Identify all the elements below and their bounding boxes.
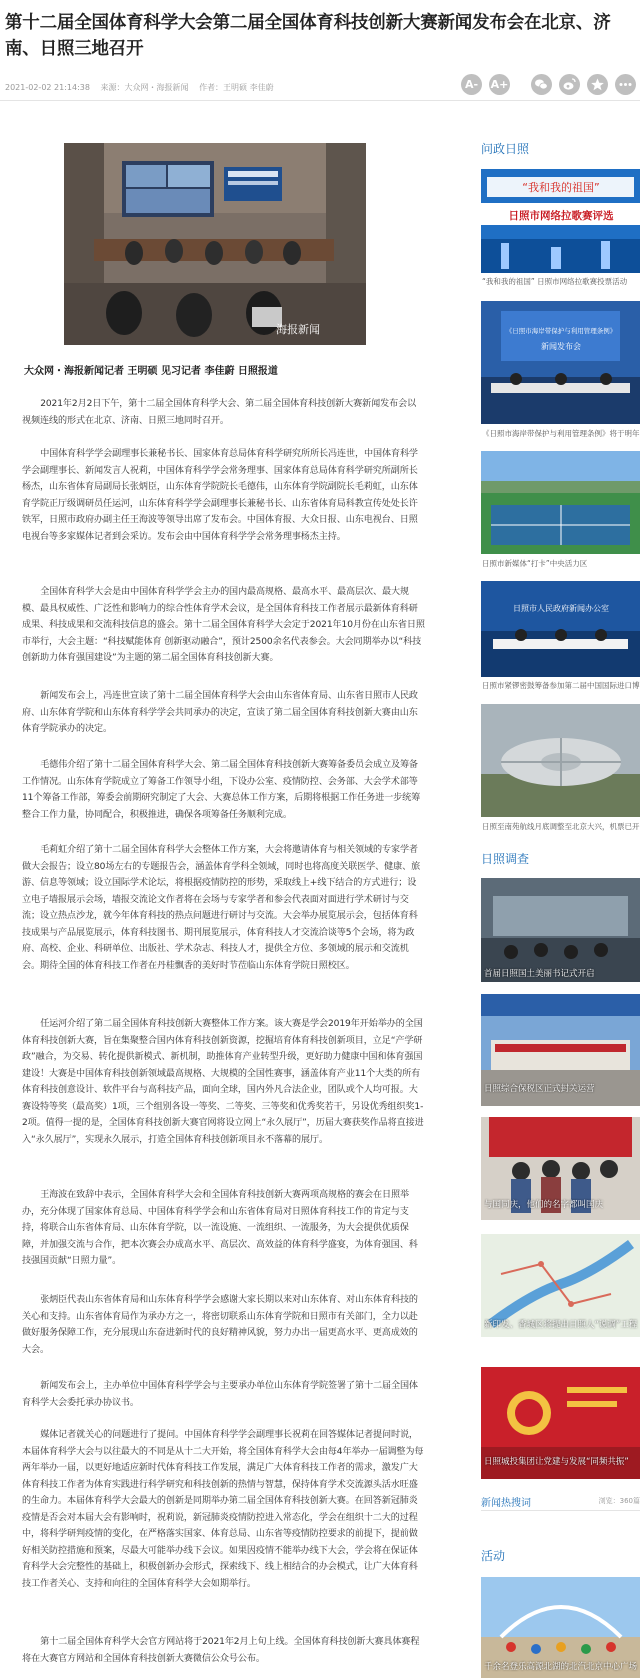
- font-larger-button[interactable]: A+: [489, 74, 510, 95]
- hot-search-title[interactable]: 新闻热搜词: [481, 1498, 531, 1509]
- hot-search-divider: [481, 1510, 640, 1511]
- sidebar-caption[interactable]: 日照综合保税区正式封关运营: [484, 1084, 595, 1094]
- sidebar-caption[interactable]: “我和我的祖国” 日照市网络拉歌赛投票活动: [482, 277, 628, 286]
- sidebar-caption[interactable]: 千余名登乐高源北湖的北汽北京中心广场: [484, 1662, 638, 1672]
- article-paragraph: 2021年2月2日下午，第十二届全国体育科学大会、第二届全国体育科技创新大赛新闻发布会以视频连线的形式在北京、济南、日照三地同时召开。: [22, 399, 417, 426]
- favorite-button[interactable]: [587, 74, 608, 95]
- header-divider: [0, 100, 640, 101]
- article-paragraph: 新闻发布会上，主办单位中国体育科学学会与主要承办单位山东体育学院签署了第十二届全国体育科学大会委托承办协议书。: [22, 1381, 418, 1408]
- sidebar-caption[interactable]: 《日照市海岸带保护与利用管理条例》将于明年: [482, 429, 640, 438]
- article-meta: [5, 82, 282, 93]
- sidebar-thumb[interactable]: [481, 581, 640, 677]
- article-paragraph: 媒体记者就关心的问题进行了提问。中国体育科学学会副理事长祝莉在回答媒体记者提问时说，本届体育科学大会与以往最大的不同是从十二大开始，将全国体育科学大会由每4年举办一届调整为每两年举办一届，以更好地适应新时代体育科技工作发展，满足广大体育科技工作者的需求，激发广大体育科技工作者为体育实践进行科学研究和科技创新的热情与智慧，保持体育学术交流源头活水旺盛的生命力。本届体育科学大会最大的创新是同期举办第二届全国体育科技创新大赛。在回答新冠肺炎疫情是否会对本届大会有影响时，祝莉说，新冠肺炎疫情防控进入常态化，学会在组织十二大的过程中，将科学研判疫情的变化，在严格落实国家、体育总局、山东省等疫情防控要求的前提下，提前做好相关防控措施和预案，尽最大可能举办线下会议。如果因疫情不能举办线下大会，学会将在保证体育科学大会完整性的基础上，积极创新办会形式，探索线下、线上相结合的办会模式，让广大体育科技工作者关心、支持和向往的全国体育科学大会如期举行。: [22, 1430, 424, 1589]
- sidebar-caption[interactable]: 与国同庆，他们的名字都叫国庆: [484, 1200, 604, 1210]
- weibo-share-button[interactable]: [559, 74, 580, 95]
- hot-search-views: 浏览：360篇: [598, 1497, 640, 1505]
- sidebar-caption[interactable]: 日照至南苑航线月底调整至北京大兴，机票已开: [482, 822, 640, 831]
- sidebar-thumb[interactable]: [481, 301, 640, 424]
- more-icon: [615, 74, 636, 95]
- article-paragraph: 毛德伟介绍了第十二届全国体育科学大会、第二届全国体育科技创新大赛筹备委员会成立及筹备工作情况。山东体育学院成立了筹备工作领导小组，下设办公室、疫情防控、会务部、大会学术部等11个筹备工作部，筹委会前期研究制定了大会、大赛总体工作方案，后期将根据工作任务进一步统筹整合工作力量，协同配合，积极推进，确保各项筹备任务顺利完成。: [22, 760, 421, 820]
- sidebar-caption[interactable]: 新印发、香城区将提出日照人“说调”工程: [484, 1320, 638, 1330]
- sidebar-thumb[interactable]: [481, 169, 640, 273]
- wechat-share-button[interactable]: [531, 74, 552, 95]
- sidebar-caption[interactable]: 日照市新媒体“打卡”中央活力区: [482, 559, 588, 568]
- sidebar-section-title[interactable]: 问政日照: [481, 142, 530, 156]
- banner-text: 日照市网络拉歌赛评选: [508, 210, 614, 222]
- banner-text: 新闻发布会: [541, 342, 581, 351]
- banner-text: 《日照市海岸带保护与利用管理条例》: [505, 327, 617, 335]
- wechat-icon: [531, 74, 552, 95]
- article-paragraph: 毛莉虹介绍了第十二届全国体育科学大会整体工作方案，大会将邀请体育与相关领域的专家学者做大会报告；设立80场左右的专题报告会，涵盖体育学科全领域，同时也将高度关联医学、健康、旅游、信息等领域；设立国际学术论坛，将根据疫情防控的形势，采取线上+线下结合的方式进行；设立电子墙报展示会场，墙报交流论文作者将在会场与专家学者和参会代表面对面进行学术研讨与交流；设立热点沙龙，就今年体育科技的热点问题进行研讨与交流。大会举办展览展示会，包括体育科技成果与产品展览展示，体育科技图书、期刊展览展示，体育科技人才交流洽谈等5个会场，将为政府、高校、企业、科研单位、出版社、学术杂志、科技人才，提供全方位、多领域的展示和交流机会。期待全国的体育科技工作者在丹桂飘香的美好时节莅临山东体育学院日照校区。: [22, 845, 421, 971]
- banner-text: 日照市人民政府新闻办公室: [513, 604, 609, 613]
- article-paragraph: 全国体育科学大会是由中国体育科学学会主办的国内最高规格、最高水平、最高层次、最大规模、最具权威性、广泛性和影响力的综合性体育学术会议，是全国体育科技工作者展示最新体育科研成果、科技成果和交流科技信息的盛会。第十二届全国体育科学大会定于2021年10月份在山东省日照市举行，大会主题：“科技赋能体育 创新驱动融合”，预计2500余名代表参会。大会同期举办以“科技创新助力体育强国建设”为主题的第二届全国体育科技创新大赛。: [22, 587, 425, 663]
- more-button[interactable]: [615, 74, 636, 95]
- sidebar-caption[interactable]: 首届日照国土美丽书记式开启: [484, 969, 595, 979]
- photo-watermark: 海报新闻: [276, 323, 320, 336]
- article-paragraph: 王海波在致辞中表示，全国体育科学大会和全国体育科技创新大赛两项高规格的赛会在日照举办，充分体现了国家体育总局、中国体育科学学会和山东省体育局对日照体育科技工作的肯定与支持，将联合山东省体育局、山东体育学院，以一流设施、一流组织、一流服务，为大会提供优质保障，并加强交流与合作，把本次赛会办成高水平、高层次、高效益的体育科学盛宴，为体育强国、科技强国贡献“日照力量”。: [22, 1190, 418, 1266]
- sidebar-section-title[interactable]: 日照调查: [481, 852, 530, 866]
- sidebar-thumb[interactable]: [481, 451, 640, 554]
- sidebar-section-title[interactable]: 活动: [481, 1549, 506, 1563]
- hot-search-header: [481, 1494, 640, 1509]
- article-paragraph: 张炳臣代表山东省体育局和山东体育科学学会感谢大家长期以来对山东体育、对山东体育科技的关心和支持。山东省体育局作为承办方之一，将密切联系山东体育学院和日照市有关部门，全力以赴做好服务保障工作，充分展现山东奋进新时代的良好精神风貌，努力办出一届更高水平、更高成效的大会。: [22, 1295, 418, 1355]
- article-title: 第十二届全国体育科学大会第二届全国体育科技创新大赛新闻发布会在北京、济南、日照三地召开: [5, 13, 611, 59]
- star-icon: [587, 74, 608, 95]
- article-paragraph: 中国体育科学学会副理事长兼秘书长、国家体育总局体育科学研究所所长冯连世，中国体育科学学会副理事长、新闻发言人祝莉，中国体育科学学会常务理事、国家体育总局体育科学研究所副所长杨杰，山东省体育局副局长张炳臣，山东体育学院院长毛德伟，山东体育学院副院长毛莉虹，山东体育学院正厅级调研员任运河，山东体育科学学会副理事长兼秘书长、山东省体育局科教宣传处处长许铁军，日照市政府办副主任王海波等领导出席了发布会。中国体育报、大众日报、山东电视台、日照电视台等多家媒体记者到会采访。发布会由中国体育科学学会常务理事杨杰主持。: [22, 449, 418, 542]
- article-paragraph: 新闻发布会上，冯连世宣读了第十二届全国体育科学大会由山东省体育局、山东省日照市人民政府、山东体育学院和山东体育科学学会共同承办的决定，宣读了第二届全国体育科技创新大赛由山东体育学院承办的决定。: [22, 691, 418, 734]
- article-byline: 大众网・海报新闻记者 王明硕 见习记者 李佳蔚 日照报道: [24, 366, 278, 377]
- article-authors: 作者：王明硕 李佳蔚: [199, 83, 274, 92]
- sidebar-caption[interactable]: 日照城投集团让党建与发展“同频共振”: [484, 1457, 629, 1467]
- sidebar-thumb[interactable]: [481, 704, 640, 817]
- font-smaller-button[interactable]: A-: [461, 74, 482, 95]
- article-paragraph: 第十二届全国体育科学大会官方网站将于2021年2月上旬上线。全国体育科技创新大赛具体赛程将在大赛官方网站和全国体育科技创新大赛微信公众号公布。: [22, 1637, 420, 1664]
- article-paragraph: 任运河介绍了第二届全国体育科技创新大赛整体工作方案。该大赛是学会2019年开始举办的全国体育科技创新大赛，旨在集聚整合国内体育科技创新资源，挖掘培育体育科技创新项目，立足“产学研政”融合，为交易、转化提供新模式、新机制，助推体育产业转型升级，更好助力健康中国和体育强国建设！大赛是中国体育科技创新领域最高规格、大规模的全国性赛事，涵盖体育产业11个大类的所有体育科技创意设计、软件平台与高科技产品，面向全球，国内外凡合法企业，团队或个人均可报。大赛设特等奖（最高奖）1项，三个组别各设一等奖、二等奖、三等奖和优秀奖若干，另设优秀组织奖1-2项。值得一提的是，全国体育科技创新大赛官网将设立网上“永久展厅”，历届大赛获奖作品将直接进入“永久展厅”，实现永久展示，打造全国体育科技创新项目永不落幕的展厅。: [22, 1019, 424, 1145]
- article-source: 来源：大众网・海报新闻: [100, 83, 189, 92]
- publish-date: 2021-02-02 21:14:38: [5, 83, 90, 92]
- sidebar-caption[interactable]: 日照市紧锣密鼓筹备参加第二届中国国际进口博: [482, 681, 640, 690]
- weibo-icon: [559, 74, 580, 95]
- article-photo: [64, 143, 366, 345]
- banner-text: “我和我的祖国”: [522, 181, 600, 194]
